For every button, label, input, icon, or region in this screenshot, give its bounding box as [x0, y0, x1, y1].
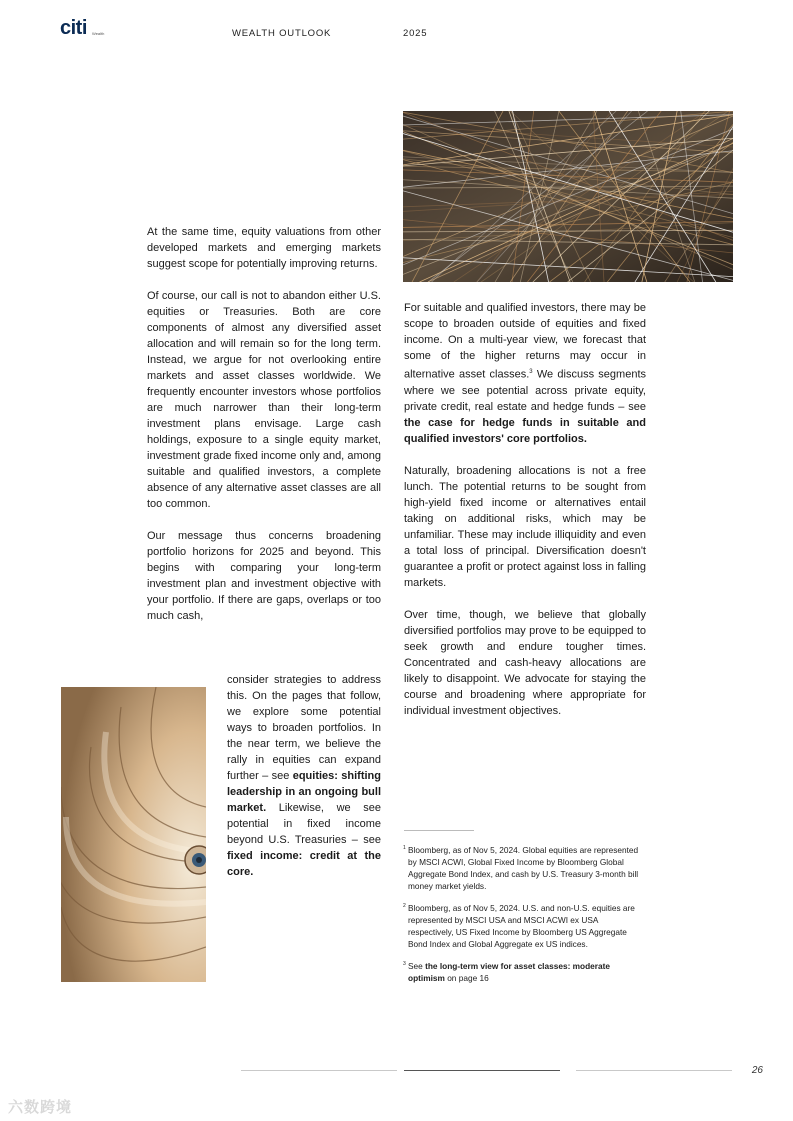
left-paragraph-3-mid: Likewise, we see potential in fixed income beyond U.S. Treasuries – see [227, 802, 381, 846]
footnotes [404, 844, 642, 994]
citi-logo: citi [60, 17, 87, 39]
footnote-1: 1 Bloomberg, as of Nov 5, 2024. Global equities are represented by MSCI ACWI, Global Fixed Income by Bloomberg Global Aggregate Bond Index, and cash by U.S. Treasury 3-month bill money market yields. [403, 845, 639, 891]
right-paragraph-1-a: For suitable and qualified investors, there may be scope to broaden outside of equities and fixed income. On a multi-year view, we forecast that some of the higher returns may occur in alternative asset classes. [404, 302, 646, 381]
long-term-view-link[interactable]: the long-term view for asset classes: moderate optimism [408, 961, 610, 983]
footnote-ref-3: 3 [529, 369, 533, 375]
footer-line-left [241, 1070, 397, 1071]
right-column [404, 300, 646, 735]
page-number: 26 [751, 1065, 763, 1076]
header-title: WEALTH OUTLOOK [232, 28, 332, 39]
right-paragraph-1 [404, 300, 646, 447]
footer-line-center [404, 1070, 560, 1071]
left-paragraph-1: At the same time, equity valuations from other developed markets and emerging markets suggest scope for potentially improving returns. [147, 226, 381, 270]
left-column [147, 224, 381, 624]
abstract-lines-image [403, 111, 733, 282]
footnote-divider [404, 830, 474, 831]
fixed-income-link[interactable]: fixed income: credit at the core. [227, 850, 381, 878]
right-paragraph-3: Over time, though, we believe that globally diversified portfolios may prove to be equipped to seek growth and endure tougher times. Concentrated and cash-heavy allocations are likely to disappoint. We advocate for staying the course and broadening where appropriate for individual investment objectives. [404, 608, 646, 717]
right-paragraph-2: Naturally, broadening allocations is not a free lunch. The potential returns to be sought from high-yield fixed income or alternatives entail taking on additional risks, which may be unfamiliar. These may include illiquidity and even a total loss of principal. Diversification doesn't guarantee a profit or protect against loss in falling markets. [404, 464, 646, 589]
footer-line-right [576, 1070, 732, 1071]
right-paragraph-1-b: We discuss segments where we see potential across private equity, private credit, real estate and hedge funds – see [404, 368, 647, 413]
left-paragraph-3: Our message thus concerns broadening portfolio horizons for 2025 and beyond. This begins with comparing your long-term investment plan and investment objective with your portfolio. If there are gaps, overlaps or too much cash, [147, 530, 381, 622]
hedge-funds-link[interactable]: the case for hedge funds in suitable and qualified investors' core portfolios. [404, 416, 646, 445]
left-wrap-column [227, 672, 381, 880]
header-year: 2025 [403, 28, 428, 39]
left-paragraph-3-wrap: consider strategies to address this. On the pages that follow, we explore some potential ways to broaden portfolios. In the near term, we believe the rally in equities can expand further – see [227, 674, 381, 782]
logo-subtitle: Wealth [92, 31, 105, 36]
footnote-3: 3 See the long-term view for asset classes: moderate optimism on page 16 [403, 961, 610, 983]
watermark-text: 六数跨境 [8, 1099, 73, 1116]
left-paragraph-2: Of course, our call is not to abandon either U.S. equities or Treasuries. Both are core components of almost any diversified asset allocation and will remain so for the long term. Instead, we argue for not overlooking entire markets and asset classes worldwide. We frequently encounter investors whose portfolios are much narrower than their long-term investment plans envisage. Large cash holdings, exposure to a single equity market, investment grade fixed income only and, among suitable and qualified investors, a complete absence of any alternative asset classes are all too common. [147, 290, 381, 510]
nautilus-shell-image [61, 687, 206, 982]
footnote-2: 2 Bloomberg, as of Nov 5, 2024. U.S. and non-U.S. equities are represented by MSCI USA and MSCI ACWI ex USA respectively, US Fixed Income by Bloomberg US Aggregate Bond Index and Global Aggregate ex US indices. [403, 903, 635, 949]
equities-link[interactable]: equities: shifting leadership in an ongoing bull market. [227, 770, 381, 814]
